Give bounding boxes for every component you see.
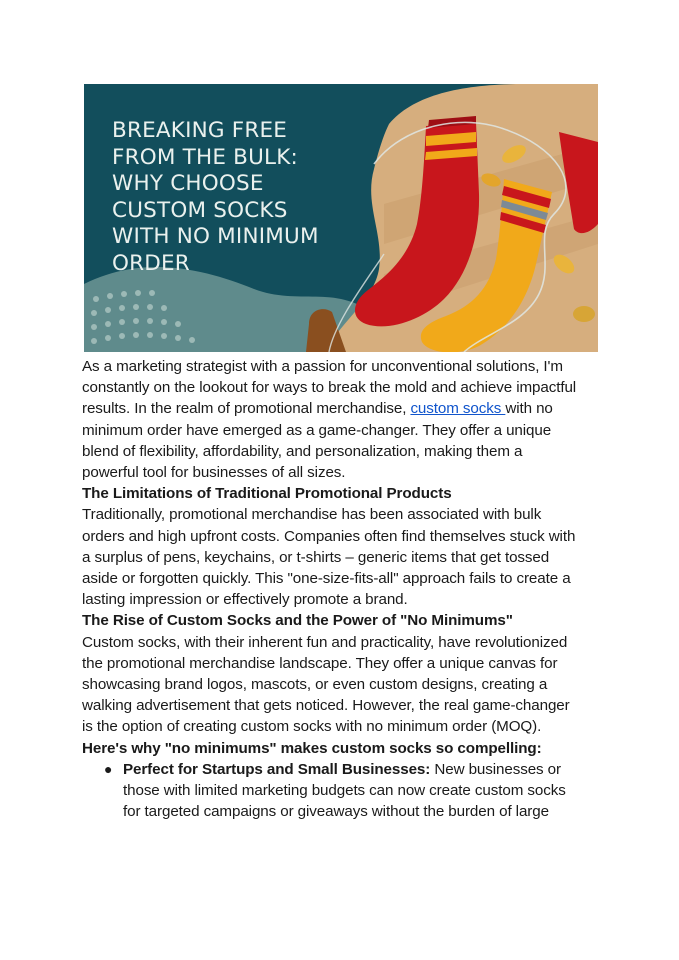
article-body [82,356,582,822]
banner-title-line: WHY CHOOSE [112,171,264,196]
banner-title-line: WITH NO MINIMUM [112,224,319,249]
custom-socks-link[interactable]: custom socks [410,400,506,418]
benefits-list [82,759,582,823]
section-paragraph: Traditionally, promotional merchandise has been associated with bulk orders and high upfront costs. Companies often find themselves stuck with a surplus of pens, keychains, or t-shirts – generic items that get tossed aside or forgotten quickly. This "one-size-fits-all" approach fails to create a lasting impression or effectively promote a brand. [82,506,576,609]
list-item-title: Perfect for Startups and Small Businesses: [123,760,431,778]
intro-text: As a marketing strategist with a passion for unconventional solutions, I'm constantly on the lookout for ways to break the mold and achieve impactful results. In the realm of promotional merchandise, [82,358,577,418]
intro-text: with no minimum order have emerged as a game-changer. They offer a unique blend of flexibility, affordability, and personalization, making them a powerful tool for businesses of all sizes. [82,400,553,482]
banner-title-line: ORDER [112,250,190,276]
banner-title-line: CUSTOM SOCKS [112,197,288,223]
intro-paragraph [82,356,582,483]
section-heading: The Rise of Custom Socks and the Power of "No Minimums" [82,612,513,630]
list-item [82,759,582,823]
banner-title [112,118,372,277]
section-paragraph: Custom socks, with their inherent fun and practicality, have revolutionized the promotional merchandise landscape. They offer a unique canvas for showcasing brand logos, mascots, or even custom designs, creating a walking advertisement that gets noticed. However, the real game-changer is the option of creating custom socks with no minimum order (MOQ). [82,633,570,736]
hero-banner [84,84,598,352]
banner-title-line: BREAKING FREE [112,118,288,143]
section-heading: The Limitations of Traditional Promotional Products [82,485,452,503]
list-item-text: New businesses or those with limited marketing budgets can now create custom socks for targeted campaigns or giveaways without the burden of large [123,760,566,821]
banner-title-line: FROM THE BULK: [112,144,298,170]
section-heading: Here's why "no minimums" makes custom socks so compelling: [82,739,542,757]
bullet-icon: ● [104,760,113,777]
